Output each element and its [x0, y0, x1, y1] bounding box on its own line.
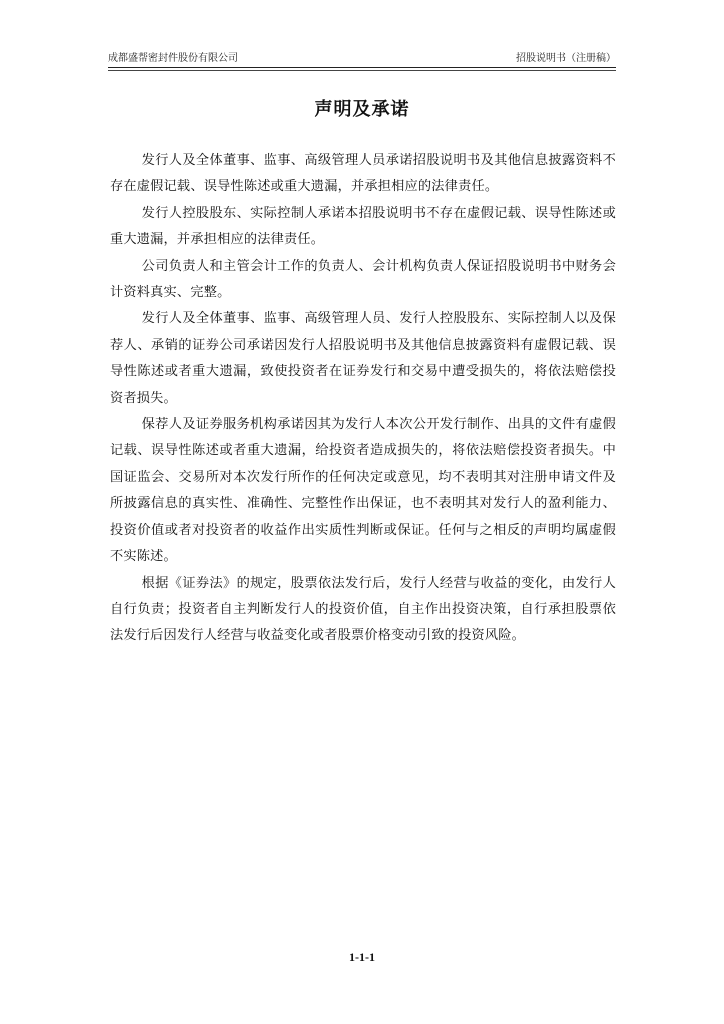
- paragraph-financial-guarantee: 公司负责人和主管会计工作的负责人、会计机构负责人保证招股说明书中财务会计资料真实、完整。: [110, 258, 616, 301]
- paragraph-controlling-shareholder-commitment: 发行人控股股东、实际控制人承诺本招股说明书不存在虚假记载、误导性陈述或重大遗漏，并承担相应的法律责任。: [110, 205, 616, 248]
- paragraph-investment-risk: 根据《证券法》的规定，股票依法发行后，发行人经营与收益的变化，由发行人自行负责；投资者自主判断发行人的投资价值，自主作出投资决策，自行承担股票依法发行后因发行人经营与收益变化或者股票价格变动引致的投资风险。: [110, 575, 616, 644]
- paragraph-sponsor-commitment: 保荐人及证券服务机构承诺因其为发行人本次公开发行制作、出具的文件有虚假记载、误导性陈述或者重大遗漏，给投资者造成损失的，将依法赔偿投资者损失。中国证监会、交易所对本次发行所作的任何决定或意见，均不表明其对注册申请文件及所披露信息的真实性、准确性、完整性作出保证，也不表明其对发行人的盈利能力、投资价值或者对投资者的收益作出实质性判断或保证。任何与之相反的声明均属虚假不实陈述。: [110, 417, 616, 565]
- paragraph-compensation-commitment: 发行人及全体董事、监事、高级管理人员、发行人控股股东、实际控制人以及保荐人、承销的证券公司承诺因发行人招股说明书及其他信息披露资料有虚假记载、误导性陈述或者重大遗漏，致使投资者在证券发行和交易中遭受损失的，将依法赔偿投资者损失。: [110, 311, 616, 406]
- header-document-type: 招股说明书（注册稿）: [516, 53, 616, 64]
- header-divider: [108, 67, 616, 71]
- paragraph-issuer-commitment: 发行人及全体董事、监事、高级管理人员承诺招股说明书及其他信息披露资料不存在虚假记载、误导性陈述或重大遗漏，并承担相应的法律责任。: [110, 153, 616, 195]
- header-company-name: 成都盛帮密封件股份有限公司: [108, 53, 238, 64]
- document-body: [110, 148, 616, 650]
- page-number: 1-1-1: [349, 950, 375, 964]
- page-title: 声明及承诺: [314, 99, 410, 120]
